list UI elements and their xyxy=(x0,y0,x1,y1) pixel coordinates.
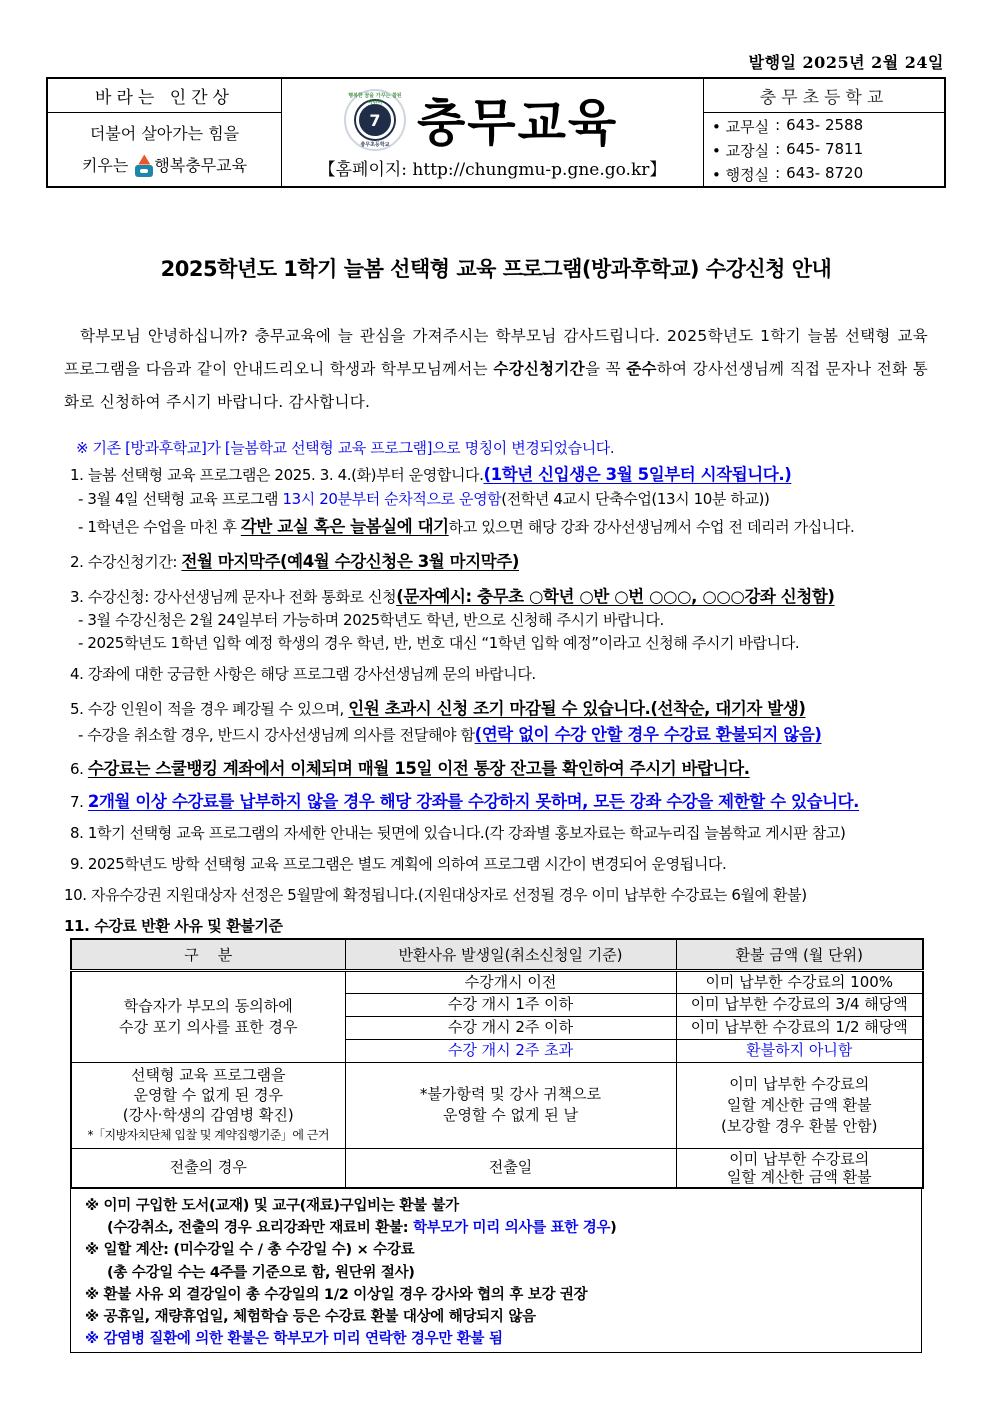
footnote-sub xyxy=(85,1217,921,1239)
refund-when: 전출일 xyxy=(345,1148,676,1188)
refund-when: 수강개시 이전 xyxy=(345,970,676,993)
item-1a xyxy=(70,488,769,509)
category-withdrawal xyxy=(71,970,345,1062)
document-title: 2025학년도 1학기 늘봄 선택형 교육 프로그램(방과후학교) 수강신청 안내 xyxy=(160,257,832,281)
phone-list xyxy=(704,113,944,186)
item-emphasis: 인원 초과시 신청 조기 마감될 수 있습니다.(선착순, 대기자 발생) xyxy=(348,699,806,718)
category-transfer: 전출의 경우 xyxy=(71,1148,345,1188)
category-line: 선택형 교육 프로그램을 xyxy=(131,1066,286,1084)
phone-label: • 행정실 xyxy=(712,165,770,184)
refund-when: 수강 개시 1주 이하 xyxy=(345,993,676,1016)
item-1 xyxy=(70,461,791,485)
newsletter-title-box xyxy=(282,79,704,186)
item-6 xyxy=(70,755,750,779)
category-line: 수강 포기 의사를 표한 경우 xyxy=(119,1017,298,1036)
item-text: 3. 수강신청: 강사선생님께 문자나 전화 통화로 신청 xyxy=(70,588,397,606)
refund-when: 수강 개시 2주 초과 xyxy=(345,1039,676,1062)
col-header-date: 반환사유 발생일(취소신청일 기준) xyxy=(345,939,676,970)
item-number: 7. xyxy=(70,793,88,811)
footnote: ※ 공휴일, 재량휴업일, 체험학습 등은 수강료 환불 대상에 해당되지 않음 xyxy=(85,1309,536,1326)
refund-amount xyxy=(676,1148,923,1188)
emblem-school-name: 충무초등학교 xyxy=(360,142,390,148)
emblem-center: 7 xyxy=(356,101,394,139)
footnote: ※ 일할 계산: (미수강일 수 / 총 수강일 수) × 수강료 xyxy=(85,1242,415,1259)
footnote-sub: (총 수강일 수는 4주를 기준으로 함, 원단위 절사) xyxy=(107,1264,415,1281)
item-text: - 3월 4일 선택형 교육 프로그램 xyxy=(78,490,283,508)
phone-sep: : xyxy=(775,163,781,182)
category-cancelled-program xyxy=(71,1062,345,1148)
intro-text: 학부모님 안녕하십니까? 충무교육에 늘 관심을 가져주시는 학부모님 감사드립니다. 2025학년도 1학기 늘봄 선택형 교육 프로그램을 다음과 같이 안내드리오니 학생과 학부모님께서는 xyxy=(64,327,928,378)
refund-amount: 이미 납부한 수강료의 100% xyxy=(676,970,923,993)
item-10: 10. 자유수강권 지원대상자 선정은 5월말에 확정됩니다.(지원대상자로 선정될 경우 이미 납부한 수강료는 6월에 환불) xyxy=(64,886,807,904)
intro-paragraph xyxy=(64,320,928,419)
intro-emphasis: 준수 xyxy=(626,360,657,378)
footnote: ※ 이미 구입한 도서(교재) 및 교구(재료)구입비는 환불 불가 xyxy=(85,1198,459,1214)
item-3b: - 2025학년도 1학년 입학 예정 학생의 경우 학년, 반, 번호 대신 “1학년 입학 예정”이라고 신청해 주시기 바랍니다. xyxy=(78,634,800,652)
item-emphasis: 각반 교실 혹은 늘봄실에 대기 xyxy=(240,517,449,536)
table-row xyxy=(71,1062,923,1148)
rename-notice: ※ 기존 [방과후학교]가 [늘봄학교 선택형 교육 프로그램]으로 명칭이 변경되었습니다. xyxy=(76,439,615,457)
vision-title: 바라는 인간상 xyxy=(48,79,281,113)
item-text: 하고 있으면 해당 강좌 강사선생님께서 수업 전 데리러 가십니다. xyxy=(448,518,855,536)
footnote: ※ 감염병 질환에 의한 환불은 학부모가 미리 연락한 경우만 환불 됨 xyxy=(85,1331,503,1348)
item-text: - 수강을 취소할 경우, 반드시 강사선생님께 의사를 전달해야 함 xyxy=(78,726,475,744)
phone-label: • 교장실 xyxy=(712,141,770,160)
slogan-line-2 xyxy=(82,150,247,182)
footnote-text: (수강취소, 전출의 경우 요리강좌만 재료비 환불: xyxy=(107,1220,413,1237)
col-header-category: 구 분 xyxy=(71,939,345,970)
footnote-highlight: 학부모가 미리 의사를 표한 경우 xyxy=(412,1220,611,1237)
item-highlight: (1학년 신입생은 3월 5일부터 시작됩니다.) xyxy=(483,465,792,484)
category-line: 학습자가 부모의 동의하에 xyxy=(123,996,293,1015)
school-name: 충무초등학교 xyxy=(704,79,944,113)
item-3 xyxy=(70,583,835,607)
amount-line: (보강할 경우 환불 안함) xyxy=(721,1116,878,1135)
col-header-amount: 환불 금액 (월 단위) xyxy=(676,939,923,970)
amount-line: 일할 계산한 금액 환불 xyxy=(726,1095,872,1114)
refund-amount: 이미 납부한 수강료의 3/4 해당액 xyxy=(676,993,923,1016)
table-row xyxy=(71,1148,923,1188)
item-text: 5. 수강 인원이 적을 경우 폐강될 수 있으며, xyxy=(70,700,349,718)
refund-amount: 환불하지 아니함 xyxy=(676,1039,923,1062)
phone-sep: : xyxy=(775,115,781,134)
item-1b xyxy=(70,513,854,537)
item-8: 8. 1학기 선택형 교육 프로그램의 자세한 안내는 뒷면에 있습니다.(각 강좌별 홍보자료는 학교누리집 늘봄학교 게시판 참고) xyxy=(70,824,846,842)
vision-slogan xyxy=(48,113,281,186)
refund-table xyxy=(70,938,924,1189)
item-emphasis: 수강료는 스쿨뱅킹 계좌에서 이체되며 매월 15일 이전 통장 잔고를 확인하여 주시기 바랍니다. xyxy=(87,759,750,778)
homepage-link[interactable]: 【홈페이지: http://chungmu-p.gne.go.kr】 xyxy=(318,160,667,180)
item-4: 4. 강좌에 대한 궁금한 사항은 해당 프로그램 강사선생님께 문의 바랍니다. xyxy=(70,665,536,683)
category-footnote: *「지방자치단체 입찰 및 계약집행기준」에 근거 xyxy=(87,1128,329,1142)
item-5 xyxy=(70,695,806,719)
slogan-line-1: 더불어 살아가는 힘을 xyxy=(89,123,240,143)
school-emblem-icon xyxy=(344,89,406,151)
vision-box xyxy=(48,79,282,186)
emblem-motto: 행복한 꿈을 가꾸는 참된 어린이 xyxy=(348,93,402,106)
phone-row-admin xyxy=(712,164,944,185)
phone-row-principal xyxy=(712,140,944,161)
item-text: 1. 늘봄 선택형 교육 프로그램은 2025. 3. 4.(화)부터 운영합니다. xyxy=(70,466,484,484)
refund-footnotes xyxy=(70,1188,922,1353)
phone-number: 643- 8720 xyxy=(786,163,864,182)
category-line: (강사·학생의 감염병 확진) xyxy=(122,1106,294,1124)
issue-date: 발행일 2025년 2월 24일 xyxy=(748,53,944,72)
amount-line: 이미 납부한 수강료의 xyxy=(729,1149,870,1168)
item-3a: - 3월 수강신청은 2월 24일부터 가능하며 2025학년도 학년, 반으로 신청해 주시기 바랍니다. xyxy=(78,611,664,629)
phone-number: 645- 7811 xyxy=(786,139,864,158)
item-9: 9. 2025학년도 방학 선택형 교육 프로그램은 별도 계획에 의하여 프로그램 시간이 변경되어 운영됩니다. xyxy=(70,855,727,873)
footnote: ※ 환불 사유 외 결강일이 총 수강일의 1/2 이상일 경우 강사와 협의 후 보강 권장 xyxy=(85,1286,588,1303)
item-5a xyxy=(70,721,822,745)
item-highlight: 2개월 이상 수강료를 납부하지 않을 경우 해당 강좌를 수강하지 못하며, 모든 강좌 수강을 제한할 수 있습니다. xyxy=(87,792,860,811)
footnote-text: ) xyxy=(610,1220,617,1237)
category-line: 운영할 수 없게 된 경우 xyxy=(133,1086,283,1104)
newsletter-title: 충무교육 xyxy=(417,93,619,152)
item-text: (전학년 4교시 단축수업(13시 10분 하교)) xyxy=(501,490,770,508)
contact-box xyxy=(704,79,944,186)
item-2 xyxy=(70,548,519,572)
item-7 xyxy=(70,788,859,812)
when-line: *불가항력 및 강사 귀책으로 xyxy=(419,1085,602,1103)
item-emphasis: 전월 마지막주(예4월 수강신청은 3월 마지막주) xyxy=(181,552,519,571)
item-number: 6. xyxy=(70,760,88,778)
phone-number: 643- 2588 xyxy=(786,115,864,134)
phone-sep: : xyxy=(775,139,781,158)
amount-line: 일할 계산한 금액 환불 xyxy=(726,1167,872,1186)
refund-amount: 이미 납부한 수강료의 1/2 해당액 xyxy=(676,1016,923,1039)
item-11: 11. 수강료 반환 사유 및 환불기준 xyxy=(64,917,283,935)
happy-education-logo-icon xyxy=(134,155,154,177)
slogan-prefix: 키우는 xyxy=(81,155,129,175)
amount-line: 이미 납부한 수강료의 xyxy=(729,1074,870,1093)
item-highlight: 13시 20분부터 순차적으로 운영함 xyxy=(282,490,502,508)
phone-label: • 교무실 xyxy=(712,117,770,136)
table-header-row xyxy=(71,939,923,970)
newsletter-masthead xyxy=(46,77,946,188)
item-text: 2. 수강신청기간: xyxy=(70,553,182,571)
table-row xyxy=(71,970,923,993)
refund-amount xyxy=(676,1062,923,1148)
intro-text: 하여 강사선생님께 직접 문자나 전화 통화로 신청하여 주시기 바랍니다. 감사합니다. xyxy=(64,360,928,411)
intro-emphasis: 수강신청기간 xyxy=(493,360,585,378)
slogan-brand: 행복충무교육 xyxy=(154,155,248,175)
item-highlight: (연락 없이 수강 안할 경우 수강료 환불되지 않음) xyxy=(474,725,822,744)
when-line: 운영할 수 없게 된 날 xyxy=(443,1106,578,1124)
phone-row-academic xyxy=(712,116,944,137)
item-emphasis: (문자예시: 충무초 ○학년 ○반 ○번 ○○○, ○○○강좌 신청함) xyxy=(396,587,835,606)
refund-when xyxy=(345,1062,676,1148)
intro-text: 을 꼭 xyxy=(584,360,627,378)
item-text: - 1학년은 수업을 마친 후 xyxy=(78,518,241,536)
refund-when: 수강 개시 2주 이하 xyxy=(345,1016,676,1039)
